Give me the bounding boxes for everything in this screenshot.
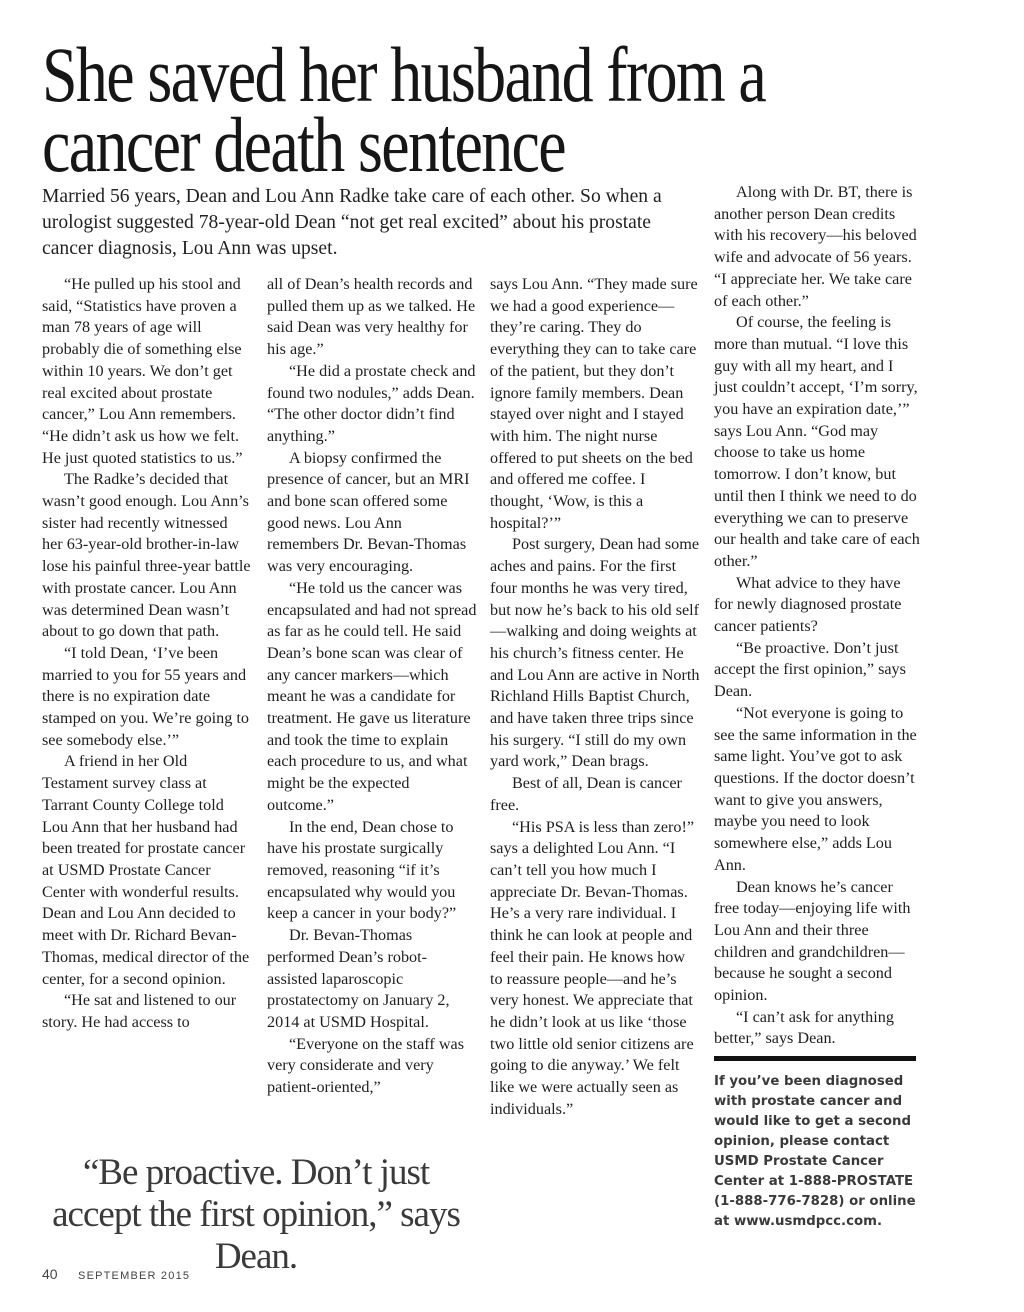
- paragraph: In the end, Dean chose to have his prostate surgically removed, reasoning “if it’s encapsulated why would you keep a cancer in your body?”: [267, 817, 457, 923]
- paragraph: Dean knows he’s cancer free today—enjoying life with Lou Ann and their three children and grandchildren—because he sought a second opinion.: [714, 877, 911, 1005]
- paragraph: Of course, the feeling is more than mutual. “I love this guy with all my heart, and I just couldn’t accept, ‘I’m sorry, you have an expiration date,’” says Lou Ann. “God may choose to take us home tomorrow. I don’t know, but until then I think we need to do everything we can to preserve our health and take care of each other.”: [714, 313, 920, 570]
- paragraph: “He did a prostate check and found two nodules,” adds Dean. “The other doctor didn’t find anything.”: [267, 361, 476, 445]
- paragraph: “He told us the cancer was encapsulated and had not spread as far as he could tell. He said Dean’s bone scan was clear of any cancer markers—which meant he was a candidate for treatment. He gave us literature and took the time to explain each procedure to us, and what might be the expected outcome.”: [267, 578, 477, 814]
- pull-quote: “Be proactive. Don’t just accept the first opinion,” says Dean.: [52, 1152, 460, 1277]
- paragraph: “Be proactive. Don’t just accept the first opinion,” says Dean.: [714, 638, 906, 701]
- paragraph: all of Dean’s health records and pulled them up as we talked. He said Dean was very healthy for his age.”: [267, 275, 476, 359]
- page-footer: [42, 1266, 190, 1284]
- article-column-1: [42, 274, 252, 1034]
- paragraph: “Not everyone is going to see the same information in the same light. You’ve got to ask questions. If the doctor doesn’t want to give you answers, maybe you need to look somewhere else,” adds Lou Ann.: [714, 703, 917, 874]
- paragraph: “His PSA is less than zero!” says a delighted Lou Ann. “I can’t tell you how much I appreciate Dr. Bevan-Thomas. He’s a very rare individual. I think he can look at people and feel their pain. He knows how to reassure people—and he’s very honest. We appreciate that he didn’t look at us like ‘those two little old senior citizens are going to die anyway.’ We felt like we were actually seen as individuals.”: [490, 817, 695, 1118]
- headline: [42, 31, 821, 188]
- page-number: 40: [42, 1266, 58, 1282]
- paragraph: “Everyone on the staff was very considerate and very patient-oriented,”: [267, 1034, 465, 1097]
- paragraph: Post surgery, Dean had some aches and pains. For the first four months he was very tired, but now he’s back to his old self—walking and doing weights at his church’s fitness center. He and Lou Ann are active in North Richland Hills Baptist Church, and have taken three trips since his surgery. “I still do my own yard work,” Dean brags.: [490, 535, 700, 771]
- article-column-4: [714, 182, 920, 1050]
- headline-line-1: She saved her husband from a: [42, 31, 766, 118]
- divider-rule: [714, 1056, 916, 1061]
- paragraph: says Lou Ann. “They made sure we had a good experience—they’re caring. They do everything they can to take care of the patient, but they don’t ignore family members. Dean stayed over night and I stayed with him. The night nurse offered to put sheets on the bed and offered me coffee. I thought, ‘Wow, is this a hospital?’”: [490, 275, 698, 532]
- paragraph: “I can’t ask for anything better,” says Dean.: [714, 1007, 894, 1048]
- issue-date: SEPTEMBER 2015: [78, 1270, 191, 1282]
- paragraph: “He pulled up his stool and said, “Statistics have proven a man 78 years of age will probably die of something else within 10 years. We don’t get real excited about prostate cancer,” Lou Ann remembers. “He didn’t ask us how we felt. He just quoted statistics to us.”: [42, 275, 243, 467]
- paragraph: Best of all, Dean is cancer free.: [490, 774, 682, 814]
- paragraph: A friend in her Old Testament survey class at Tarrant County College told Lou Ann that her husband had been treated for prostate cancer at USMD Prostate Cancer Center with wonderful results. Dean and Lou Ann decided to meet with Dr. Richard Bevan-Thomas, medical director of the center, for a second opinion.: [42, 752, 250, 988]
- article-column-3: [490, 274, 700, 1120]
- paragraph: Along with Dr. BT, there is another person Dean credits with his recovery—his beloved wife and advocate of 56 years. “I appreciate her. We take care of each other.”: [714, 183, 917, 310]
- headline-line-2: cancer death sentence: [42, 101, 566, 188]
- paragraph: “He sat and listened to our story. He had access to: [42, 991, 237, 1031]
- paragraph: “I told Dean, ‘I’ve been married to you for 55 years and there is no expiration date stamped on you. We’re going to see somebody else.’”: [42, 643, 249, 749]
- paragraph: What advice to they have for newly diagnosed prostate cancer patients?: [714, 573, 902, 636]
- paragraph: The Radke’s decided that wasn’t good enough. Lou Ann’s sister had recently witnessed her 63-year-old brother-in-law lose his painful three-year battle with prostate cancer. Lou Ann was determined Dean wasn’t about to go down that path.: [42, 470, 251, 641]
- call-to-action-box: If you’ve been diagnosed with prostate cancer and would like to get a second opinion, please contact USMD Prostate Cancer Center at 1-888-PROSTATE (1-888-776-7828) or online at www.usmdpcc.com.: [714, 1074, 916, 1229]
- dek-intro: Married 56 years, Dean and Lou Ann Radke take care of each other. So when a urologist suggested 78-year-old Dean “not get real excited” about his prostate cancer diagnosis, Lou Ann was upset.: [42, 186, 662, 259]
- article-column-2: [267, 274, 477, 1099]
- paragraph: Dr. Bevan-Thomas performed Dean’s robot-assisted laparoscopic prostatectomy on January 2, 2014 at USMD Hospital.: [267, 926, 450, 1031]
- paragraph: A biopsy confirmed the presence of cancer, but an MRI and bone scan offered some good news. Lou Ann remembers Dr. Bevan-Thomas was very encouraging.: [267, 448, 470, 576]
